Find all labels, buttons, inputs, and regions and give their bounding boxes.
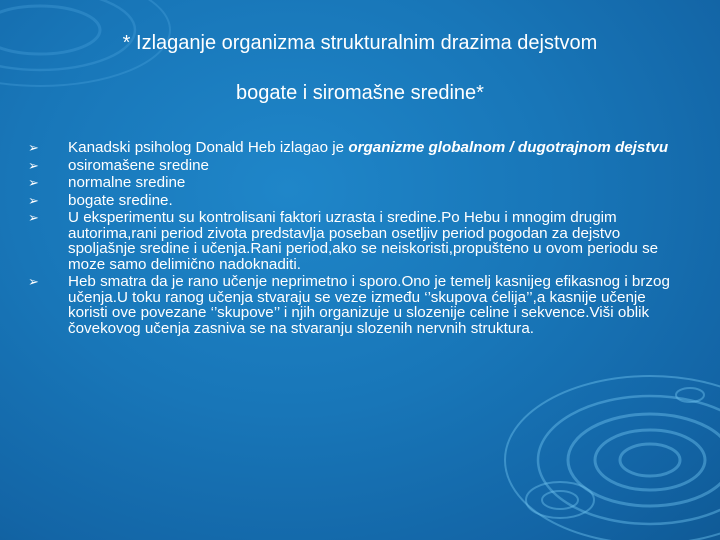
bullet-text: normalne sredine [68, 174, 186, 191]
bullet-list [28, 140, 688, 338]
arrow-bullet-icon: ➢ [28, 140, 39, 155]
ripple-ring [538, 396, 720, 524]
ripple-ring [568, 414, 720, 506]
ripple-ring [542, 491, 578, 509]
ripple-ring [595, 430, 705, 490]
ripple-ring [505, 376, 720, 540]
ripple-ring [526, 482, 594, 518]
arrow-bullet-icon: ➢ [28, 274, 39, 289]
bullet-item [28, 175, 688, 191]
arrow-bullet-icon: ➢ [28, 210, 39, 225]
slide-title [40, 30, 680, 106]
title-line-2: bogate i siromašne sredine* [236, 82, 484, 104]
bullet-item [28, 158, 688, 174]
bullet-item [28, 140, 688, 156]
ripple-ring [620, 444, 680, 476]
arrow-bullet-icon: ➢ [28, 192, 39, 208]
arrow-bullet-icon: ➢ [28, 175, 39, 190]
ripple-ring [676, 388, 704, 402]
bullet-text: U eksperimentu su kontrolisani faktori uzrasta i sredine.Po Hebu i mnogim drugim autorima,rani period zivota predstavlja poseban osetljiv period pogodan za dejstvo spoljašnje sredine i učenja.Rani period,ako se neiskoristi,propušteno u ovom periodu se moze samo delimično nadoknaditi. [68, 209, 659, 273]
bullet-text: osiromašene sredine [68, 156, 209, 174]
bullet-text: Kanadski psiholog Donald Heb izlagao je [68, 139, 349, 156]
bullet-emphasis: organizme globalnom / dugotrajnom dejstvu [348, 139, 669, 156]
bullet-item [28, 193, 688, 209]
arrow-bullet-icon: ➢ [28, 157, 39, 173]
bullet-text: Heb smatra da je rano učenje neprimetno i sporo.Ono je temelj kasnijeg efikasnog i brzog učenja.U toku ranog učenja stvaraju se veze između ‘’skupova ćelija’’,a kasnije učenje koristi ove povezane ‘’skupove’’ i njih organizuje u slozenije celine i sekvence.Viši oblik čovekovog učenja zasniva se na stvaranju slozenih nervnih struktura. [68, 273, 670, 337]
bullet-item [28, 274, 688, 336]
bullet-item [28, 210, 688, 272]
bullet-text: bogate sredine. [68, 191, 173, 209]
title-line-1: * Izlaganje organizma strukturalnim drazima dejstvom [122, 32, 598, 54]
